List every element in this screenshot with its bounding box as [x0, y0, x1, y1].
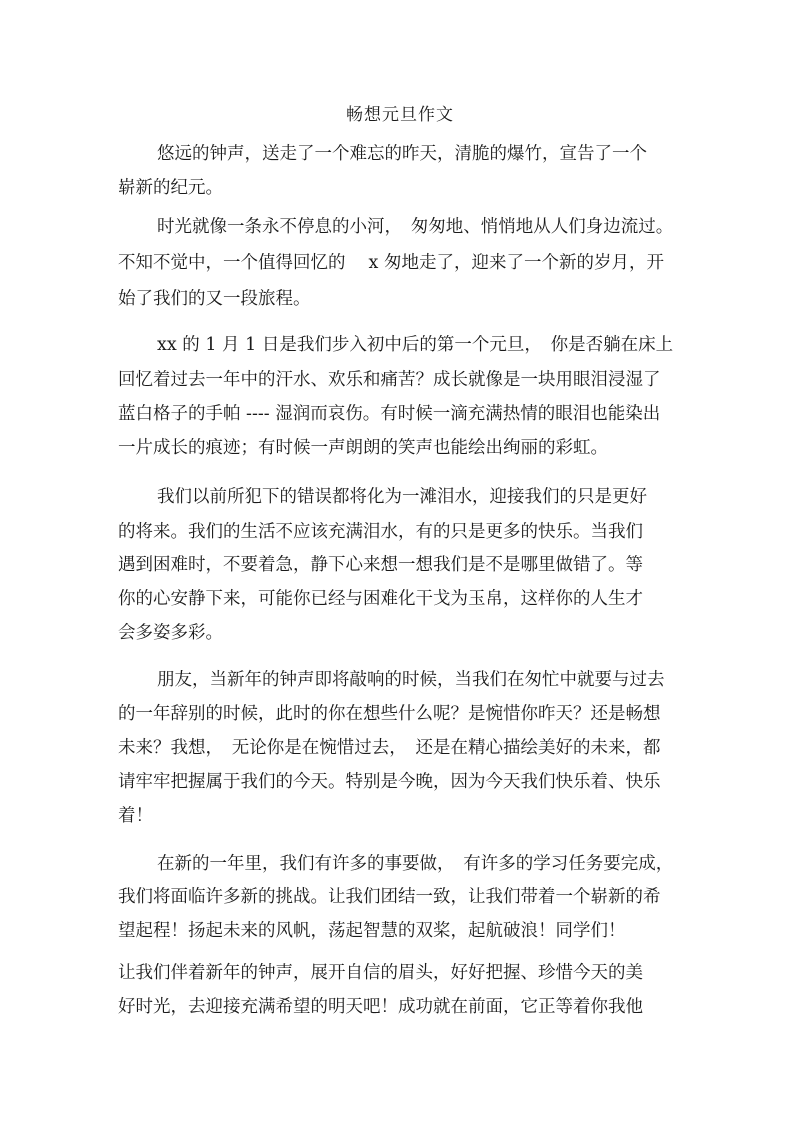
paragraph-1-line-2: 崭新的纪元。 — [118, 178, 223, 198]
paragraph-5-line-4: 请牢牢把握属于我们的今天。特别是今晚，因为今天我们快乐着、快乐 — [118, 772, 661, 792]
paragraph-3-line-2: 回忆着过去一年中的汗水、欢乐和痛苦？成长就像是一块用眼泪浸湿了 — [118, 370, 661, 390]
paragraph-6-line-2: 我们将面临许多新的挑战。让我们团结一致，让我们带着一个崭新的希 — [118, 887, 661, 907]
paragraph-5-line-1: 朋友，当新年的钟声即将敲响的时候，当我们在匆忙中就要与过去 — [157, 670, 665, 690]
paragraph-2-line-2: 不知不觉中，一个值得回忆的 x 匆地走了，迎来了一个新的岁月，开 — [118, 253, 664, 273]
paragraph-5-line-3: 未来？我想， 无论你是在惋惜过去， 还是在精心描绘美好的未来，都 — [118, 738, 661, 758]
paragraph-4-line-4: 你的心安静下来，可能你已经与困难化干戈为玉帛，这样你的人生才 — [118, 589, 643, 609]
paragraph-6-line-3: 望起程！扬起未来的风帆，荡起智慧的双桨，起航破浪！同学们！ — [118, 921, 626, 941]
document-title: 畅想元旦作文 — [346, 105, 454, 125]
paragraph-7-line-1: 让我们伴着新年的钟声，展开自信的眉头，好好把握、珍惜今天的美 — [118, 963, 643, 983]
paragraph-4-line-5: 会多姿多彩。 — [118, 623, 223, 643]
paragraph-4-line-2: 的将来。我们的生活不应该充满泪水，有的只是更多的快乐。当我们 — [118, 522, 643, 542]
paragraph-6-line-1: 在新的一年里，我们有许多的事要做， 有许多的学习任务要完成， — [157, 854, 674, 874]
paragraph-3-line-4: 一片成长的痕迹；有时候一声朗朗的笑声也能绘出绚丽的彩虹。 — [118, 438, 608, 458]
paragraph-1-line-1: 悠远的钟声，送走了一个难忘的昨天，清脆的爆竹，宣告了一个 — [157, 144, 647, 164]
paragraph-2-line-1: 时光就像一条永不停息的小河， 匆匆地、悄悄地从人们身边流过。 — [157, 217, 674, 237]
paragraph-3-line-1: xx 的 1 月 1 日是我们步入初中后的第一个元旦， 你是否躺在床上 — [157, 335, 674, 355]
paragraph-2-line-3: 始了我们的又一段旅程。 — [118, 289, 311, 309]
paragraph-5-line-5: 着！ — [118, 806, 153, 826]
paragraph-4-line-3: 遇到困难时，不要着急，静下心来想一想我们是不是哪里做错了。等 — [118, 555, 643, 575]
paragraph-4-line-1: 我们以前所犯下的错误都将化为一滩泪水，迎接我们的只是更好 — [157, 487, 647, 507]
paragraph-5-line-2: 的一年辞别的时候，此时的你在想些什么呢？是惋惜你昨天？还是畅想 — [118, 704, 661, 724]
paragraph-7-line-2: 好时光，去迎接充满希望的明天吧！成功就在前面，它正等着你我他 — [118, 997, 643, 1017]
paragraph-3-line-3: 蓝白格子的手帕 ---- 湿润而哀伤。有时候一滴充满热情的眼泪也能染出 — [118, 404, 661, 424]
